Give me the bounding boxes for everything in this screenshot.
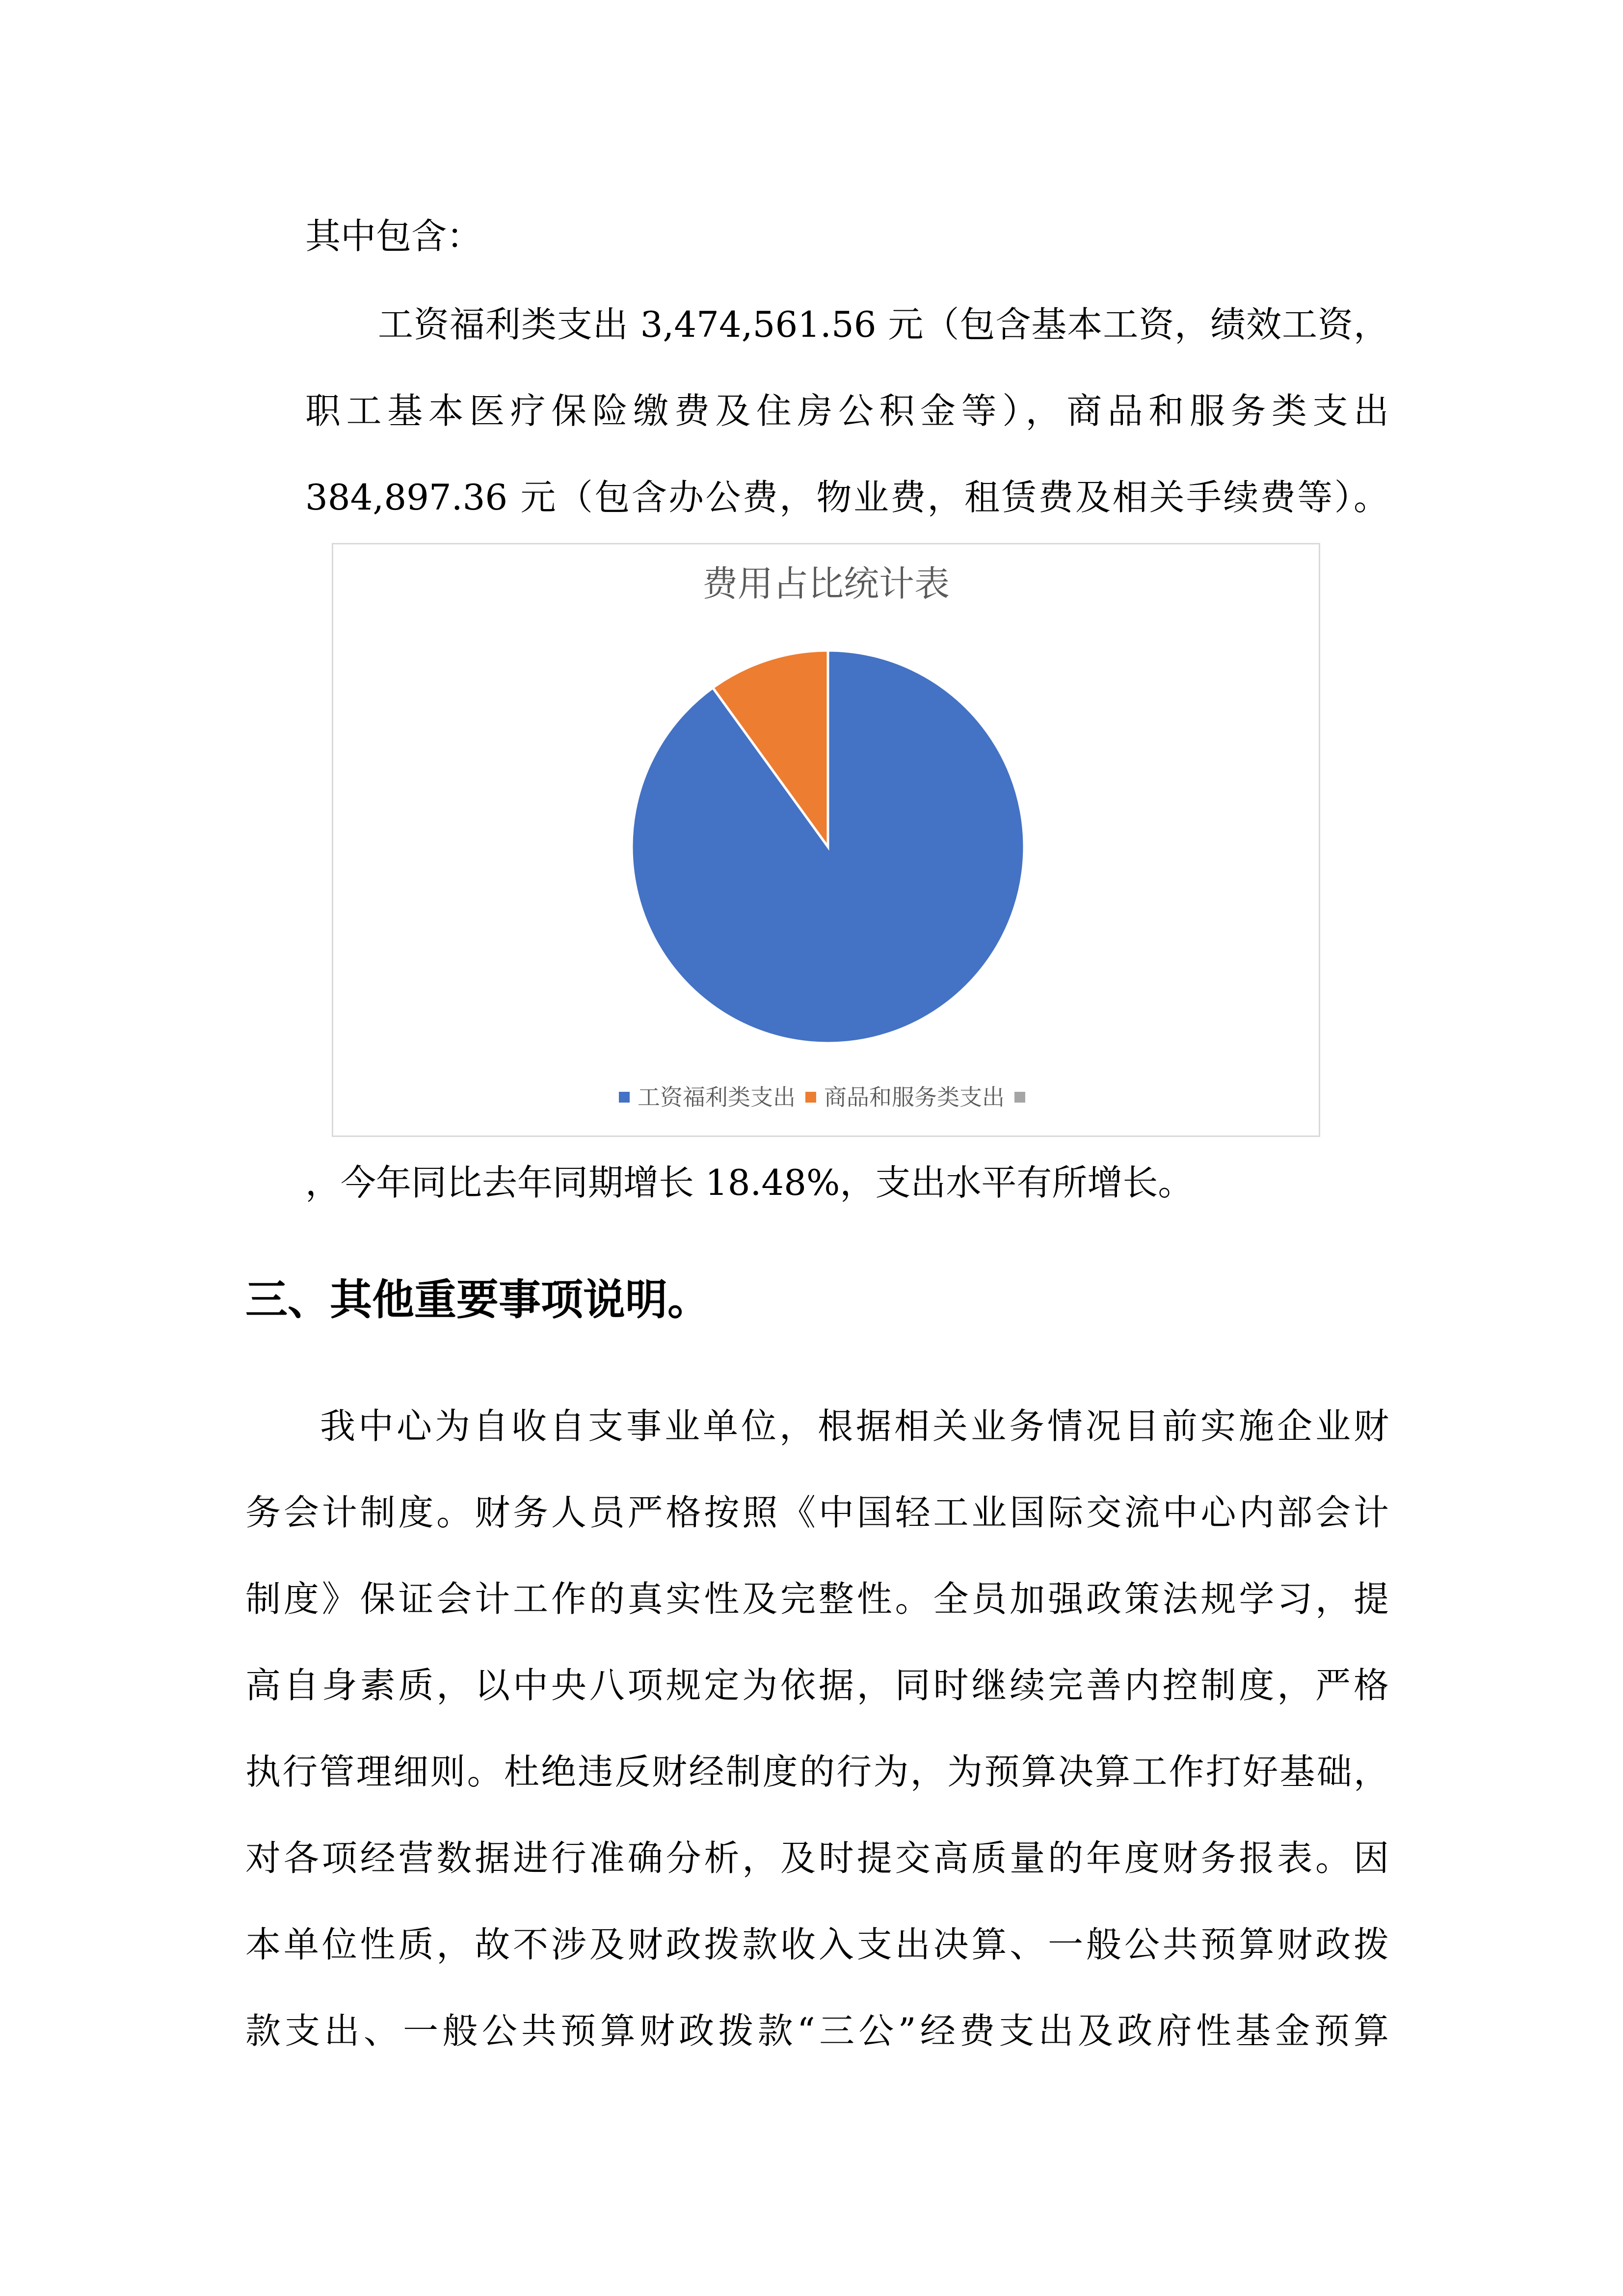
section-line: 高自身素质，以中央八项规定为依据，同时继续完善内控制度，严格	[245, 1665, 1389, 1706]
legend-swatch-empty	[1014, 1092, 1025, 1103]
paragraph-line: 工资福利类支出 3,474,561.56 元（包含基本工资，绩效工资，	[378, 304, 1389, 345]
legend-swatch-salary	[619, 1092, 630, 1103]
chart-title: 费用占比统计表	[702, 563, 950, 604]
section-line: 我中心为自收自支事业单位，根据相关业务情况目前实施企业财	[320, 1405, 1389, 1447]
section-line: 对各项经营数据进行准确分析，及时提交高质量的年度财务报表。因	[245, 1837, 1389, 1879]
pie-chart	[332, 543, 1320, 1137]
pie-plot-area	[333, 544, 1319, 1135]
section-line: 制度》保证会计工作的真实性及完整性。全员加强政策法规学习，提	[245, 1578, 1389, 1620]
legend-item-salary	[619, 1082, 796, 1112]
legend-label-goods-services: 商品和服务类支出	[824, 1084, 1005, 1110]
section-line: 款支出、一般公共预算财政拨款“三公”经费支出及政府性基金预算	[245, 2010, 1389, 2052]
intro-text: 其中包含：	[305, 216, 482, 257]
paragraph-line: 职工基本医疗保险缴费及住房公积金等），商品和服务类支出	[305, 390, 1389, 432]
legend-swatch-goods-services	[805, 1092, 816, 1103]
growth-text: ，今年同比去年同期增长 18.48%，支出水平有所增长。	[305, 1162, 1194, 1203]
paragraph-line: 384,897.36 元（包含办公费，物业费，租赁费及相关手续费等）。	[305, 477, 1389, 518]
legend-item-goods-services	[805, 1082, 1005, 1112]
section-line: 本单位性质，故不涉及财政拨款收入支出决算、一般公共预算财政拨	[245, 1924, 1389, 1965]
section-heading: 三、其他重要事项说明。	[245, 1275, 710, 1324]
section-line: 执行管理细则。杜绝违反财经制度的行为，为预算决算工作打好基础，	[245, 1751, 1389, 1792]
chart-legend	[333, 1082, 1319, 1112]
legend-item-empty	[1014, 1092, 1033, 1103]
legend-label-salary: 工资福利类支出	[638, 1084, 796, 1110]
section-line: 务会计制度。财务人员严格按照《中国轻工业国际交流中心内部会计	[245, 1492, 1389, 1533]
